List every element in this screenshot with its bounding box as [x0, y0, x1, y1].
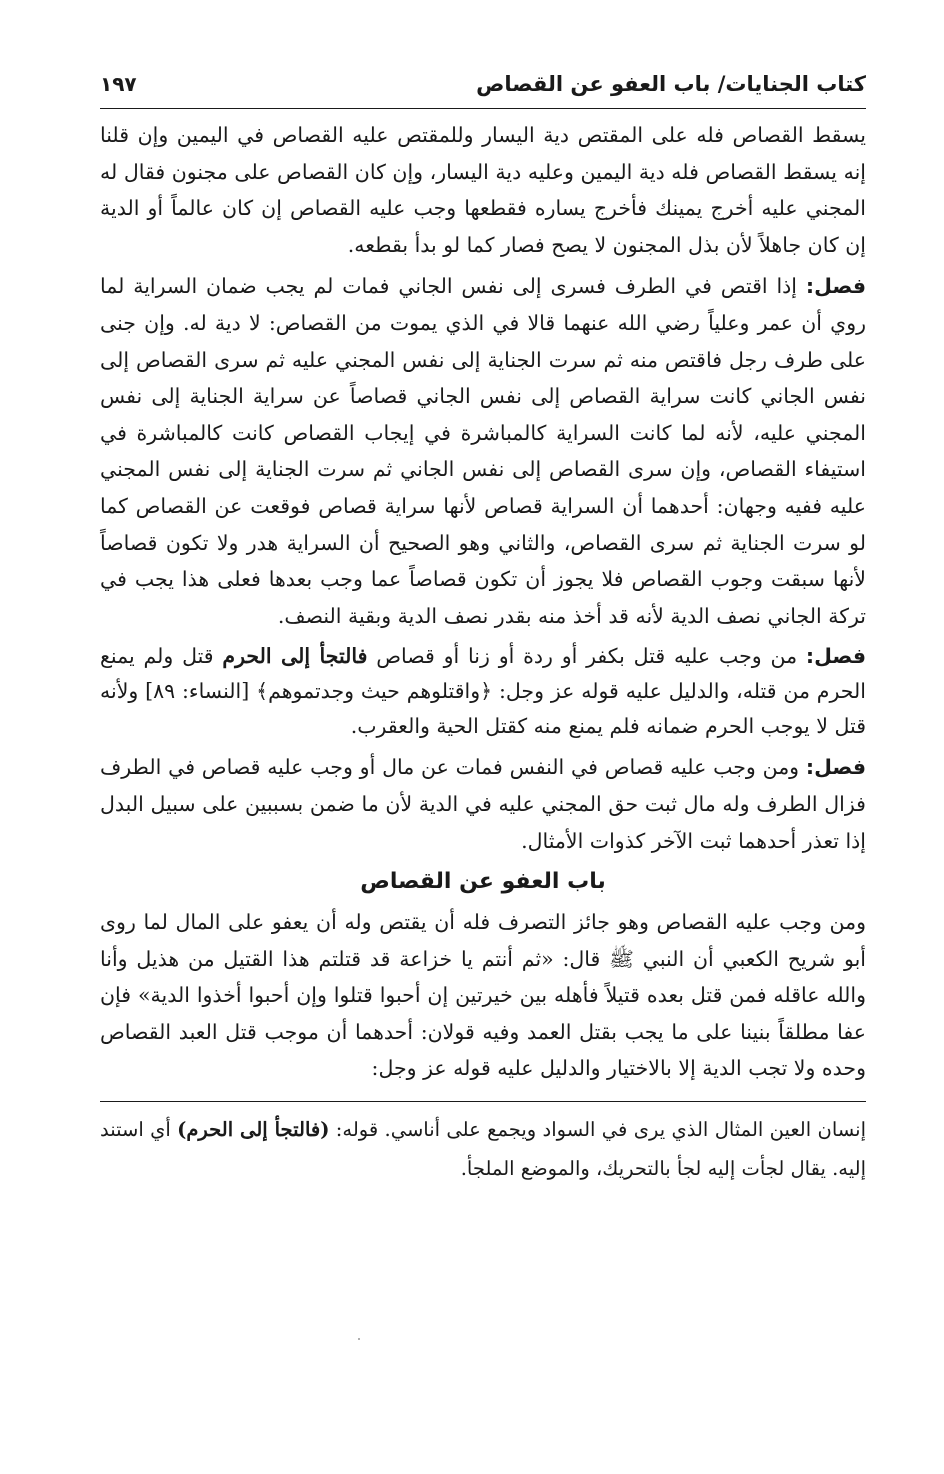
paragraph-text: ومن وجب عليه قصاص في النفس فمات عن مال أو وجب عليه قصاص في الطرف فزال الطرف وله مال ثبت حق المجني عليه في الدية لأن ما ضمن بسببين على سبيل البدل إذا تعذر أحدهما ثبت الآخر كذوات الأمثال.	[100, 755, 866, 853]
paragraph	[100, 749, 866, 859]
header-divider	[100, 108, 866, 109]
paragraph	[100, 268, 866, 634]
footnote	[100, 1110, 866, 1188]
page-number: ١٩٧	[100, 72, 137, 96]
section-term: فصل:	[805, 274, 866, 299]
paragraph-text: ومن وجب عليه القصاص وهو جائز التصرف فله أن يقتص وله أن يعفو على المال لما روى أبو شريح الكعبي أن النبي ﷺ قال: «ثم أنتم يا خزاعة قد قتلتم هذا القتيل من هذيل وأنا والله عاقله فمن قتل بعده قتيلاً فأهله بين خيرتين إن أحبوا قتلوا وإن أحبوا أخذوا الدية» فإن عفا مطلقاً بنينا على ما يجب بقتل العمد وفيه قولان: أحدهما أن موجب قتل العبد القصاص وحده ولا تجب الدية إلا بالاختيار والدليل عليه قوله عز وجل:	[100, 910, 866, 1081]
paragraph-text: من وجب عليه قتل بكفر أو ردة أو زنا أو قصاص	[367, 644, 806, 669]
paragraph	[100, 117, 866, 263]
page	[100, 72, 866, 1188]
running-header	[100, 72, 866, 106]
paragraph	[100, 639, 866, 744]
paragraph-text: يسقط القصاص فله على المقتص دية اليسار وللمقتص عليه القصاص في اليمين وإن قلنا إنه يسقط القصاص فله دية اليمين وعليه دية اليسار، وإن كان القصاص على مجنون فقال له المجني عليه أخرج يمينك فأخرج يساره فقطعها وجب عليه القصاص إن كان عالماً أو الدية إن كان جاهلاً لأن بذل المجنون لا يصح فصار كما لو بدأ بقطعه.	[100, 123, 867, 257]
header-title: كتاب الجنايات/ باب العفو عن القصاص	[476, 72, 866, 96]
section-term: فصل:	[805, 755, 866, 780]
paragraph	[100, 904, 866, 1087]
footnote-text: أي استند إليه. يقال لجأت إليه لجأ بالتحريك، والموضع الملجأ.	[100, 1118, 866, 1181]
section-term: فصل:	[805, 644, 866, 669]
footnote-emphasis: (فالتجأ إلى الحرم)	[177, 1118, 330, 1142]
footnote-text: إنسان العين المثال الذي يرى في السواد ويجمع على أناسي. قوله:	[329, 1118, 866, 1142]
footnote-divider	[100, 1101, 866, 1102]
scan-speck	[358, 1338, 360, 1340]
chapter-heading: باب العفو عن القصاص	[360, 869, 606, 895]
paragraph-text: قتل ولم يمنع الحرم من قتله، والدليل عليه قوله عز وجل: ﴿واقتلوهم حيث وجدتموهم﴾ [النساء: ٨٩] ولأنه قتل لا يوجب الحرم ضمانه فلم يمنع منه كقتل الحية والعقرب.	[100, 644, 866, 739]
main-text	[100, 117, 866, 1087]
paragraph-text: إذا اقتص في الطرف فسرى إلى نفس الجاني فمات لم يجب ضمان السراية لما روي أن عمر وعلياً رضي الله عنهما قالا في الذي يموت من القصاص: لا دية له. وإن جنى على طرف رجل فاقتص منه ثم سرت الجناية إلى نفس المجني عليه ثم سرى القصاص إلى نفس الجاني كانت سراية القصاص إلى نفس الجاني قصاصاً عن سراية الجناية إلى نفس المجني عليه، لأنه لما كانت السراية كالمباشرة في إيجاب القصاص كانت كالمباشرة في استيفاء القصاص، وإن سرى القصاص إلى نفس الجاني ثم سرت الجناية إلى نفس المجني عليه ففيه وجهان: أحدهما أن السراية قصاص لأنها سراية قصاص فوقعت عن القصاص كما لو سرت الجناية ثم سرى القصاص، والثاني وهو الصحيح أن السراية هدر ولا تكون قصاصاً لأنها سبقت وجوب القصاص فلا يجوز أن تكون قصاصاً عما وجب بعدها فعلى هذا يجب في تركة الجاني نصف الدية لأنه قد أخذ منه بقدر نصف الدية وبقية النصف.	[100, 274, 866, 628]
emphasized-phrase: فالتجأ إلى الحرم	[222, 644, 368, 669]
